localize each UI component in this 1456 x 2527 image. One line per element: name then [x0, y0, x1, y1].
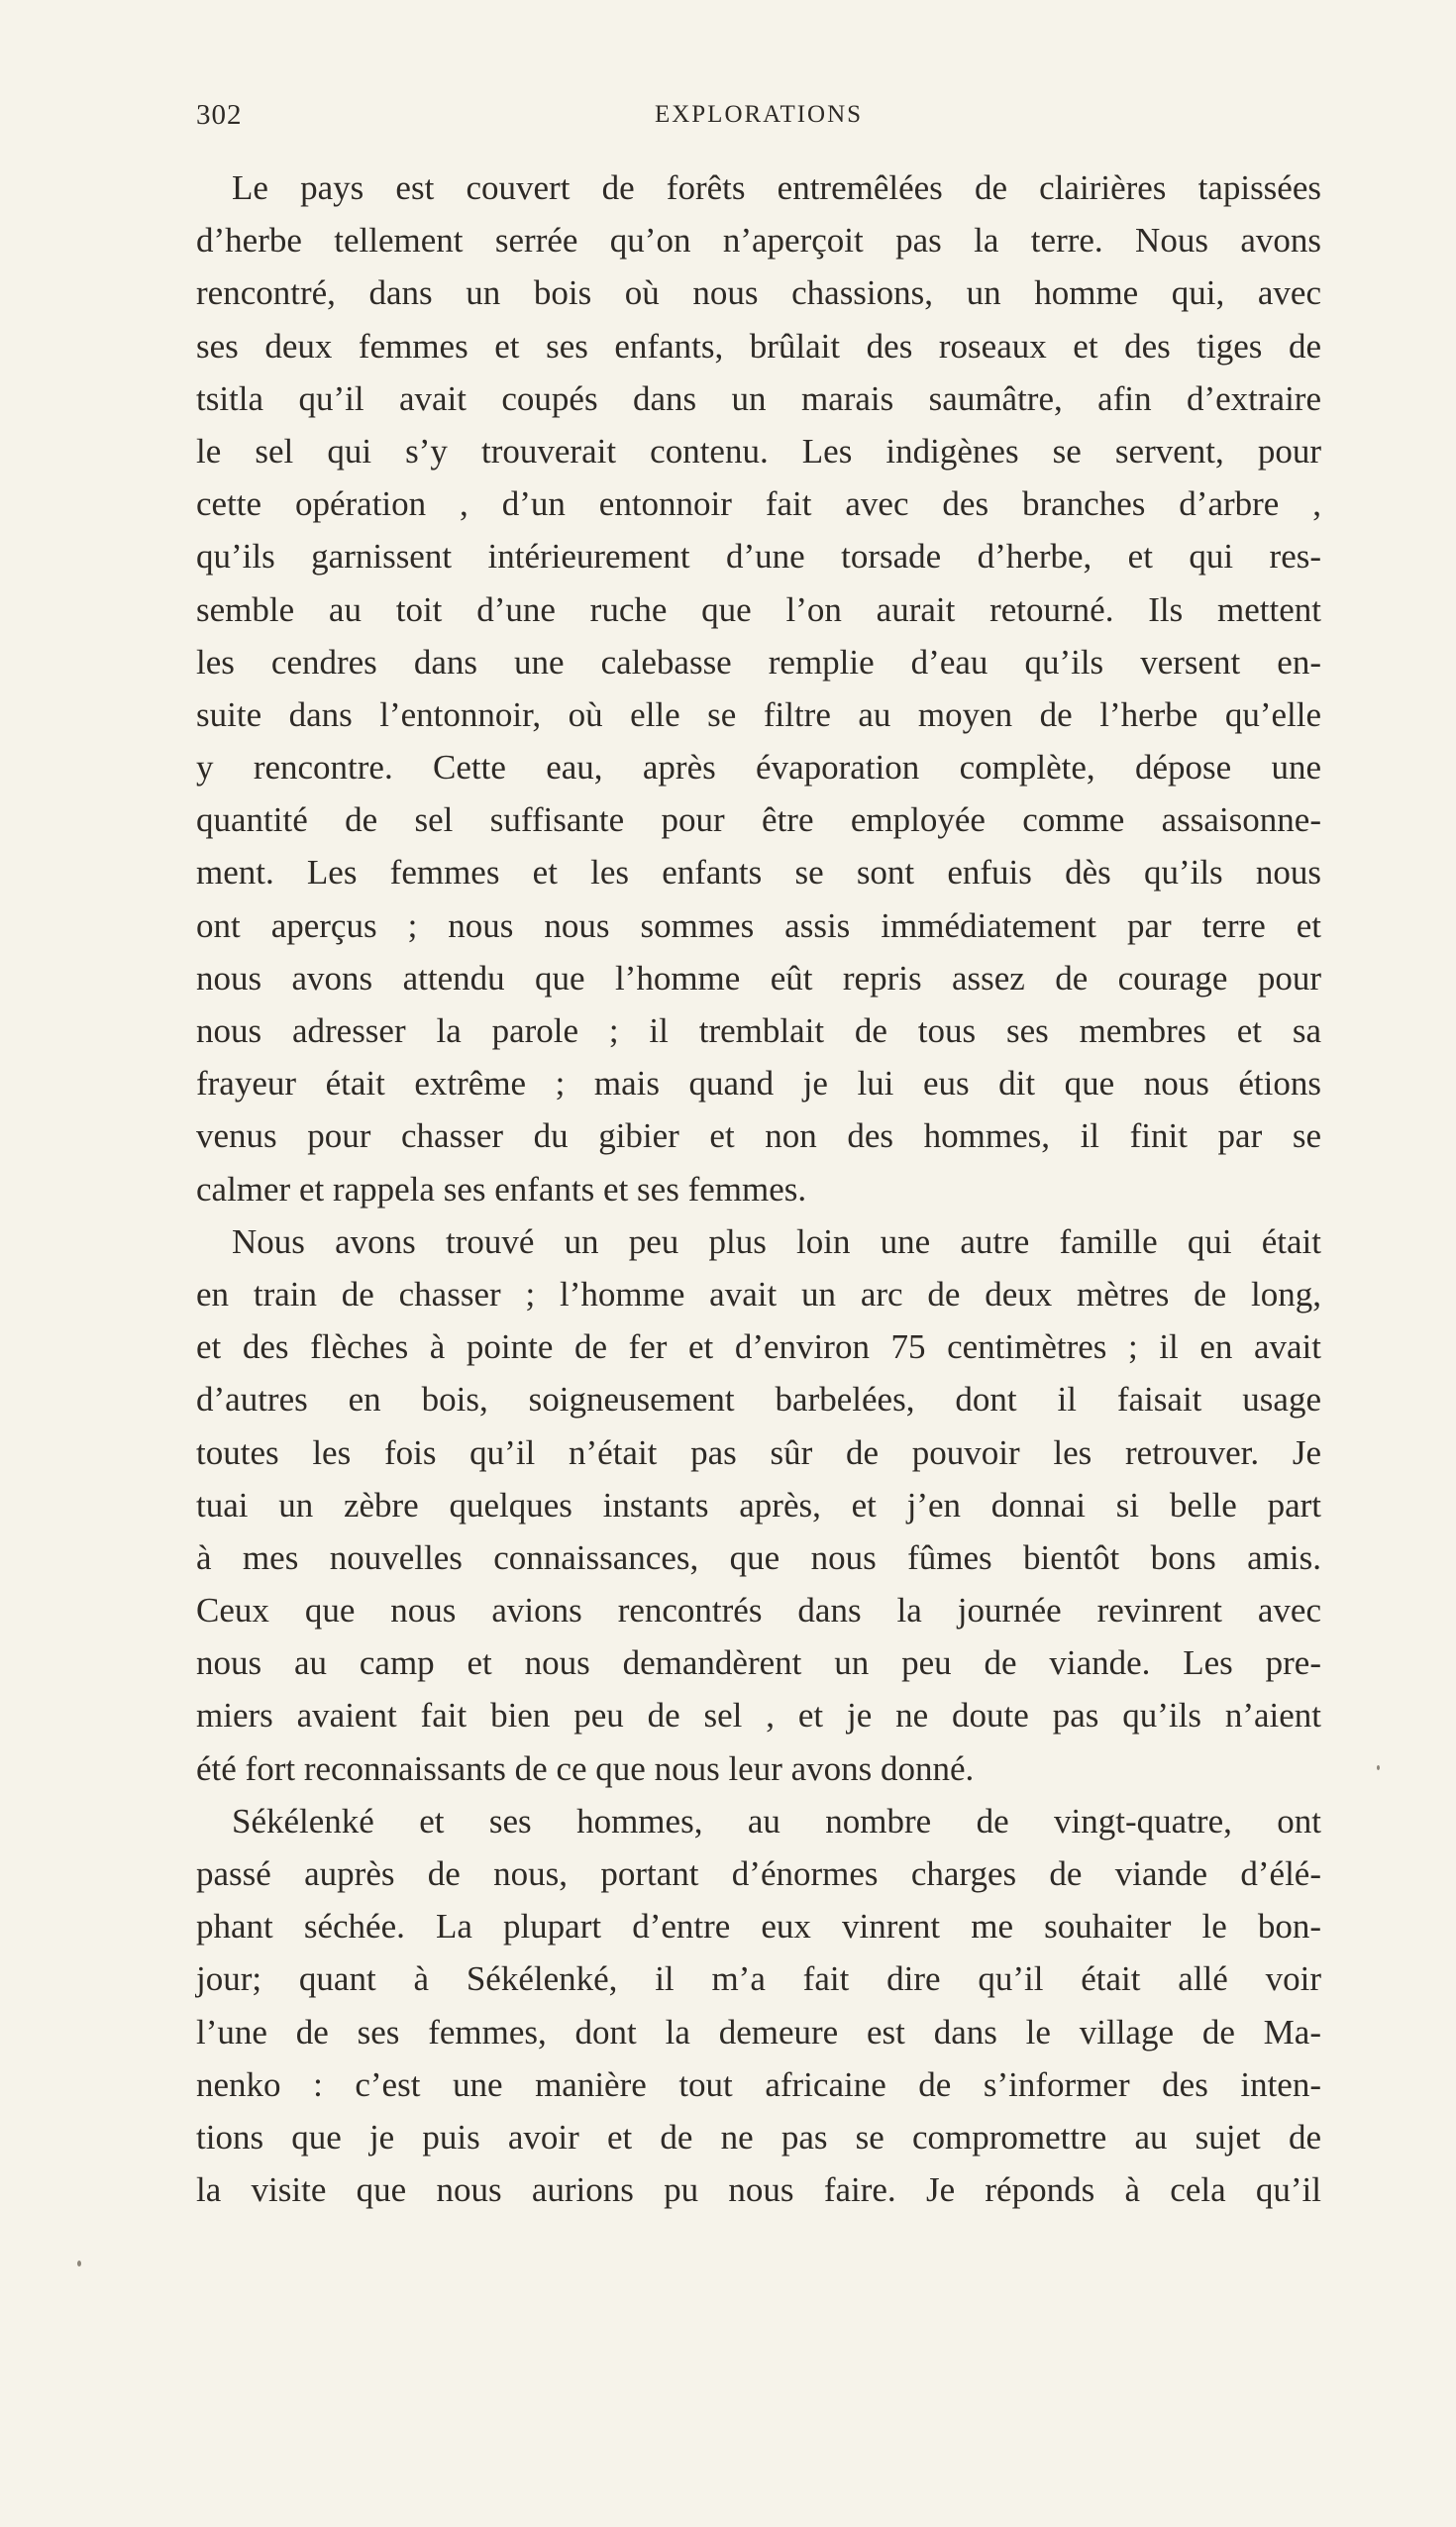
paragraph-2-line: miers avaient fait bien peu de sel , et je ne doute pas qu’ils n’aient: [196, 1696, 1321, 1736]
paragraph-1-line: quantité de sel suffisante pour être employée comme assaisonne-: [196, 800, 1321, 840]
paragraph-1-line: Le pays est couvert de forêts entremêlées de clairières tapissées: [232, 168, 1321, 207]
body-text: [196, 161, 1321, 2216]
paragraph-1-line: calmer et rappela ses enfants et ses femmes.: [196, 1169, 807, 1209]
paragraph-3-line: tions que je puis avoir et de ne pas se compromettre au sujet de: [196, 2117, 1321, 2157]
paragraph-2-line: d’autres en bois, soigneusement barbelées, dont il faisait usage: [196, 1380, 1321, 1420]
paragraph-3-line: nenko : c’est une manière tout africaine de s’informer des inten-: [196, 2064, 1321, 2104]
paragraph-3-line: l’une de ses femmes, dont la demeure est dans le village de Ma-: [196, 2012, 1321, 2052]
paragraph-1-line: les cendres dans une calebasse remplie d’eau qu’ils versent en-: [196, 642, 1321, 682]
paper-speck: [77, 2261, 81, 2266]
paragraph-1-line: y rencontre. Cette eau, après évaporation complète, dépose une: [196, 748, 1321, 788]
paragraph-1-line: d’herbe tellement serrée qu’on n’aperçoit pas la terre. Nous avons: [196, 221, 1321, 261]
paper-speck: [1377, 1765, 1380, 1770]
paragraph-1-line: ont aperçus ; nous nous sommes assis immédiatement par terre et: [196, 905, 1321, 945]
paragraph-3-line: la visite que nous aurions pu nous faire. Je réponds à cela qu’il: [196, 2170, 1321, 2210]
paragraph-2-line: et des flèches à pointe de fer et d’environ 75 centimètres ; il en avait: [196, 1327, 1321, 1367]
paragraph-2-line: été fort reconnaissants de ce que nous leur avons donné.: [196, 1748, 975, 1788]
page-number: 302: [196, 99, 243, 131]
paragraph-2-line: en train de chasser ; l’homme avait un arc de deux mètres de long,: [196, 1274, 1321, 1314]
paragraph-3-line: jour; quant à Sékélenké, il m’a fait dire qu’il était allé voir: [196, 1959, 1321, 1999]
paragraph-3-line: passé auprès de nous, portant d’énormes charges de viande d’élé-: [196, 1854, 1321, 1893]
paragraph-1-line: rencontré, dans un bois où nous chassions, un homme qui, avec: [196, 273, 1321, 313]
paragraph-1-line: venus pour chasser du gibier et non des hommes, il finit par se: [196, 1116, 1321, 1156]
paragraph-1-line: frayeur était extrême ; mais quand je lui eus dit que nous étions: [196, 1064, 1321, 1104]
paragraph-2-line: à mes nouvelles connaissances, que nous fûmes bientôt bons amis.: [196, 1537, 1321, 1577]
paragraph-1-line: nous avons attendu que l’homme eût repris assez de courage pour: [196, 958, 1321, 998]
paragraph-1-line: tsitla qu’il avait coupés dans un marais saumâtre, afin d’extraire: [196, 378, 1321, 418]
paragraph-1-line: cette opération , d’un entonnoir fait avec des branches d’arbre ,: [196, 484, 1321, 524]
paragraph-2-line: nous au camp et nous demandèrent un peu de viande. Les pre-: [196, 1643, 1321, 1683]
running-title: EXPLORATIONS: [654, 101, 864, 128]
paragraph-1-line: semble au toit d’une ruche que l’on aurait retourné. Ils mettent: [196, 589, 1321, 629]
paragraph-1-line: ses deux femmes et ses enfants, brûlait des roseaux et des tiges de: [196, 326, 1321, 366]
paragraph-1-line: nous adresser la parole ; il tremblait de tous ses membres et sa: [196, 1011, 1321, 1050]
paragraph-3-line: phant séchée. La plupart d’entre eux vinrent me souhaiter le bon-: [196, 1907, 1321, 1947]
paragraph-1-line: suite dans l’entonnoir, où elle se filtre au moyen de l’herbe qu’elle: [196, 694, 1321, 734]
paragraph-2-line: Nous avons trouvé un peu plus loin une autre famille qui était: [232, 1221, 1321, 1261]
paragraph-1-line: le sel qui s’y trouverait contenu. Les indigènes se servent, pour: [196, 431, 1321, 471]
paragraph-2-line: toutes les fois qu’il n’était pas sûr de pouvoir les retrouver. Je: [196, 1432, 1321, 1472]
paragraph-1-line: qu’ils garnissent intérieurement d’une torsade d’herbe, et qui res-: [196, 537, 1321, 577]
paragraph-1-line: ment. Les femmes et les enfants se sont enfuis dès qu’ils nous: [196, 853, 1321, 893]
paragraph-2-line: tuai un zèbre quelques instants après, et j’en donnai si belle part: [196, 1485, 1321, 1525]
paragraph-2-line: Ceux que nous avions rencontrés dans la journée revinrent avec: [196, 1591, 1321, 1631]
paragraph-3-line: Sékélenké et ses hommes, au nombre de vingt-quatre, ont: [232, 1801, 1321, 1841]
page-header: [196, 99, 1321, 145]
